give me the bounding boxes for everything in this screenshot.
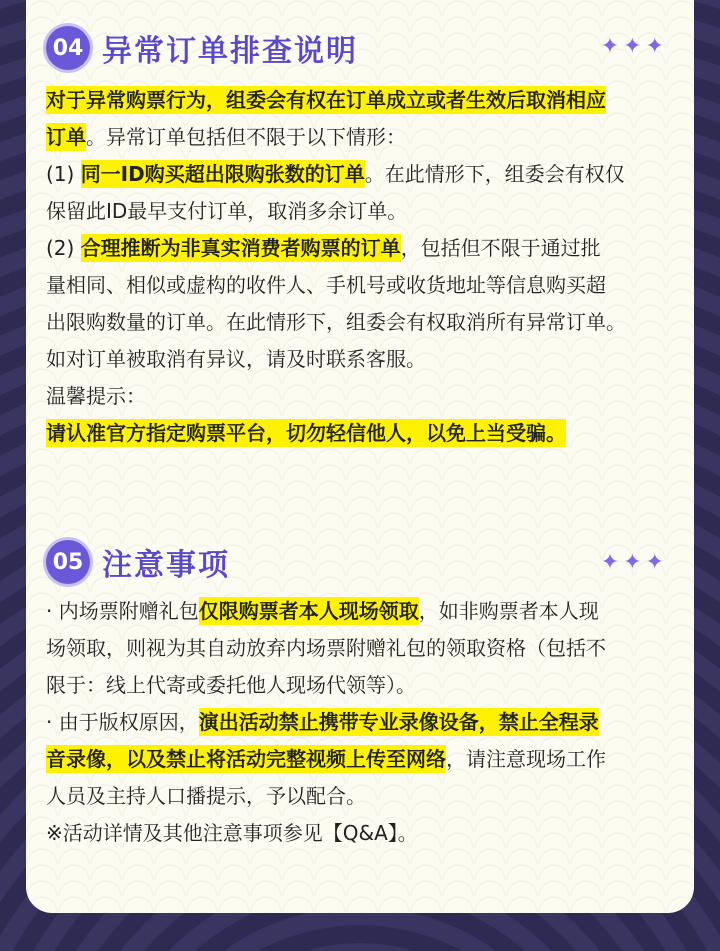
text-line <box>46 341 686 378</box>
highlighted-text: 合理推断为非真实消费者购票的订单 <box>80 236 401 260</box>
text-line <box>46 119 686 156</box>
text-segment: · 内场票附赠礼包 <box>46 599 199 623</box>
sparkle-stars-icon: ✦✦✦ <box>600 550 668 575</box>
text-line <box>46 741 686 778</box>
text-line <box>46 630 686 667</box>
text-segment: 人员及主持人口播提示，予以配合。 <box>46 784 366 808</box>
highlighted-text: 仅限购票者本人现场领取 <box>198 599 419 623</box>
section-04-number-badge: 04 <box>46 26 90 70</box>
section-05-number-badge: 05 <box>46 540 90 584</box>
text-segment: ，如非购票者本人现 <box>418 599 599 623</box>
text-line <box>46 193 686 230</box>
text-segment: 如对订单被取消有异议，请及时联系客服。 <box>46 347 426 371</box>
highlighted-text: 请认准官方指定购票平台，切勿轻信他人，以免上当受骗。 <box>46 421 566 445</box>
text-line <box>46 304 686 341</box>
text-segment: · 由于版权原因， <box>46 710 199 734</box>
text-line <box>46 778 686 815</box>
sparkle-stars-icon: ✦✦✦ <box>600 34 668 59</box>
text-line <box>46 156 686 193</box>
section-05-title: 注意事项 <box>102 548 230 583</box>
text-line <box>46 593 686 630</box>
text-segment: (2) <box>46 236 81 260</box>
text-segment: 。在此情形下，组委会有权仅 <box>364 162 625 186</box>
section-04-header <box>46 18 358 78</box>
text-line <box>46 267 686 304</box>
text-line <box>46 704 686 741</box>
highlighted-text: 对于异常购票行为，组委会有权在订单成立或者生效后取消相应 <box>46 88 606 112</box>
text-segment: 出限购数量的订单。在此情形下，组委会有权取消所有异常订单。 <box>46 310 626 334</box>
text-line <box>46 230 686 267</box>
highlighted-text: 订单 <box>46 125 86 149</box>
text-segment: (1) <box>46 162 81 186</box>
highlighted-text: 同一ID购买超出限购张数的订单 <box>80 162 365 186</box>
text-segment: 温馨提示： <box>46 384 146 408</box>
text-line <box>46 415 686 452</box>
section-05-body <box>46 593 686 852</box>
section-04-body <box>46 82 686 452</box>
text-segment: ※活动详情及其他注意事项参见【Q&A】。 <box>46 821 418 845</box>
text-line <box>46 667 686 704</box>
info-card <box>26 0 694 913</box>
highlighted-text: 音录像，以及禁止将活动完整视频上传至网络 <box>46 747 446 771</box>
text-segment: ，请注意现场工作 <box>446 747 606 771</box>
text-line <box>46 378 686 415</box>
section-04-title: 异常订单排查说明 <box>102 34 358 69</box>
section-05-header <box>46 532 230 592</box>
text-line <box>46 815 686 852</box>
text-segment: 场领取，则视为其自动放弃内场票附赠礼包的领取资格（包括不 <box>46 636 606 660</box>
text-segment: 限于：线上代寄或委托他人现场代领等）。 <box>46 673 416 697</box>
highlighted-text: 演出活动禁止携带专业录像设备，禁止全程录 <box>198 710 599 734</box>
text-line <box>46 82 686 119</box>
text-segment: ，包括但不限于通过批 <box>400 236 601 260</box>
text-segment: 。异常订单包括但不限于以下情形： <box>86 125 406 149</box>
text-segment: 量相同、相似或虚构的收件人、手机号或收货地址等信息购买超 <box>46 273 606 297</box>
text-segment: 保留此ID最早支付订单，取消多余订单。 <box>46 199 408 223</box>
